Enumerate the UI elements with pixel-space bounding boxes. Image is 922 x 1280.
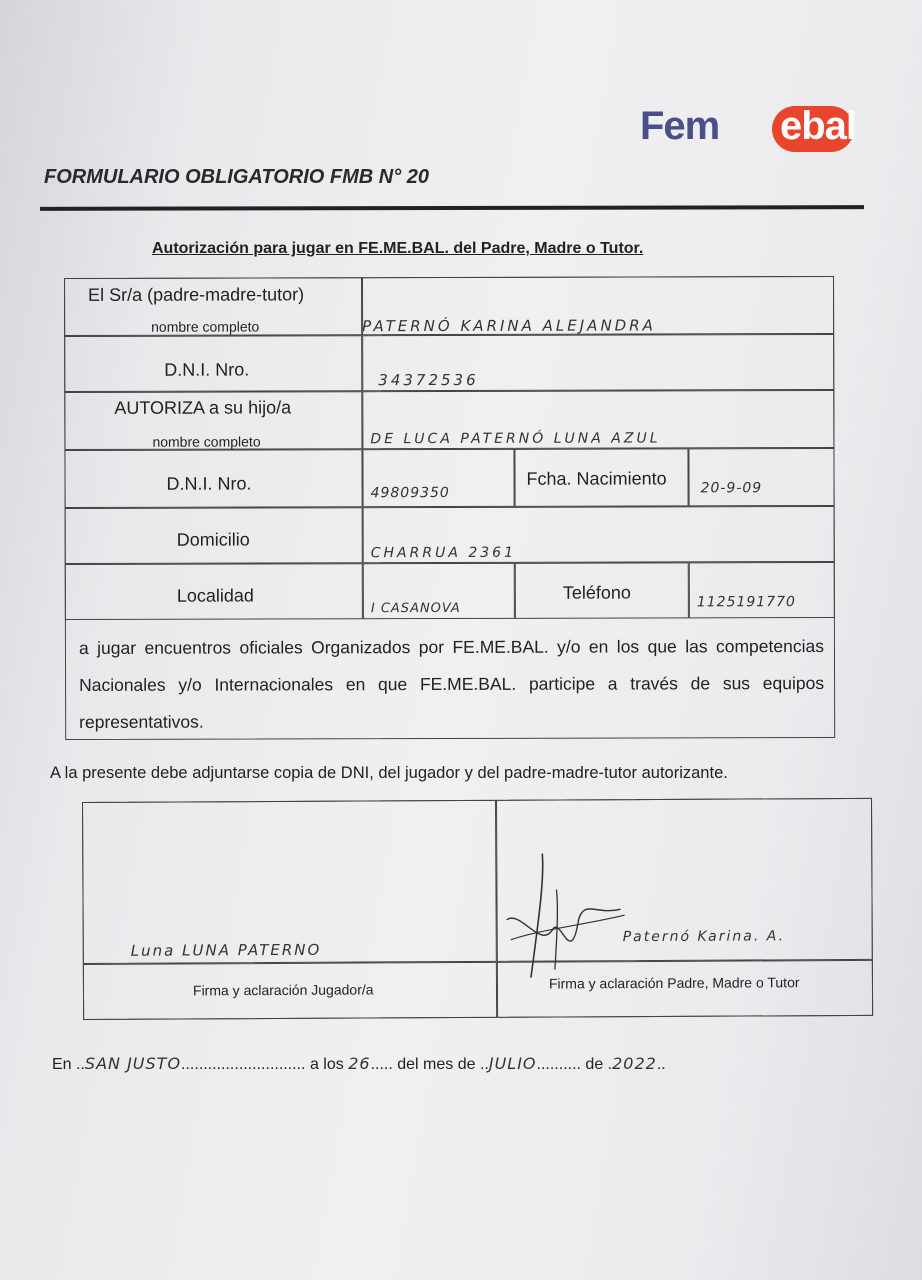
player-signature-area[interactable] bbox=[82, 800, 497, 964]
authorization-paragraph: a jugar encuentros oficiales Organizados por FE.ME.BAL. y/o en los que las competencias Nacionales y/o Internacionales en que FE.ME.BAL. participe a través de sus equipos representativos. bbox=[78, 636, 825, 732]
place-date-line: En ..SAN JUSTO............................ a los 26..... del mes de ..JULIO.......... de .2022.. bbox=[52, 1054, 666, 1073]
player-signature-label: Firma y aclaración Jugador/a bbox=[192, 981, 374, 999]
phone-label: Teléfono bbox=[562, 582, 631, 603]
signature-box bbox=[82, 798, 873, 1020]
month-value: JULIO bbox=[488, 1054, 537, 1073]
address-label: Domicilio bbox=[176, 529, 250, 550]
child-dni-value: 49809350 bbox=[370, 484, 450, 502]
child-name-value: DE LUCA PATERNÓ LUNA AZUL bbox=[370, 430, 661, 448]
parent-label: El Sr/a (padre-madre-tutor) bbox=[88, 284, 305, 305]
child-dni-label: D.N.I. Nro. bbox=[166, 473, 252, 494]
place-prefix: En bbox=[52, 1056, 72, 1073]
logo-text-bal: ebal bbox=[780, 104, 857, 148]
parent-dni-label: D.N.I. Nro. bbox=[164, 359, 250, 380]
femebal-logo bbox=[640, 100, 855, 160]
parent-signature-scribble bbox=[500, 849, 631, 980]
birth-date-label: Fcha. Nacimiento bbox=[526, 468, 667, 489]
parent-name-value: PATERNÓ KARINA ALEJANDRA bbox=[362, 316, 656, 336]
year-prefix: de bbox=[585, 1056, 604, 1073]
player-signature: Luna LUNA PATERNO bbox=[130, 940, 322, 960]
address-value: CHARRUA 2361 bbox=[370, 544, 516, 562]
day-prefix: a los bbox=[309, 1056, 344, 1073]
row-birth-value-cell[interactable] bbox=[688, 448, 834, 506]
day-value: 26 bbox=[348, 1054, 371, 1073]
parent-signature: Paternó Karina. A. bbox=[622, 928, 786, 946]
form-title: FORMULARIO OBLIGATORIO FMB N° 20 bbox=[44, 166, 430, 188]
month-prefix: del mes de bbox=[397, 1056, 476, 1073]
locality-label: Localidad bbox=[176, 585, 254, 606]
phone-value: 1125191770 bbox=[696, 594, 796, 611]
attachment-note: A la presente debe adjuntarse copia de DNI, del jugador y del padre-madre-tutor autorizante. bbox=[50, 764, 728, 782]
form-heading: Autorización para jugar en FE.ME.BAL. del Padre, Madre o Tutor. bbox=[152, 240, 644, 257]
place-value: SAN JUSTO bbox=[84, 1054, 182, 1073]
parent-signature-label: Firma y aclaración Padre, Madre o Tutor bbox=[548, 974, 800, 992]
locality-value: I CASANOVA bbox=[370, 600, 461, 617]
parent-dni-value: 34372536 bbox=[378, 370, 479, 390]
year-value: 2022 bbox=[612, 1054, 657, 1073]
logo-text-fem: Fem bbox=[640, 104, 720, 148]
parent-fullname-label: nombre completo bbox=[151, 318, 260, 335]
title-divider bbox=[40, 205, 864, 211]
child-fullname-label: nombre completo bbox=[152, 433, 261, 450]
birth-date-value: 20-9-09 bbox=[700, 480, 763, 497]
authorizes-label: AUTORIZA a su hijo/a bbox=[114, 397, 292, 418]
authorization-table bbox=[64, 276, 835, 740]
